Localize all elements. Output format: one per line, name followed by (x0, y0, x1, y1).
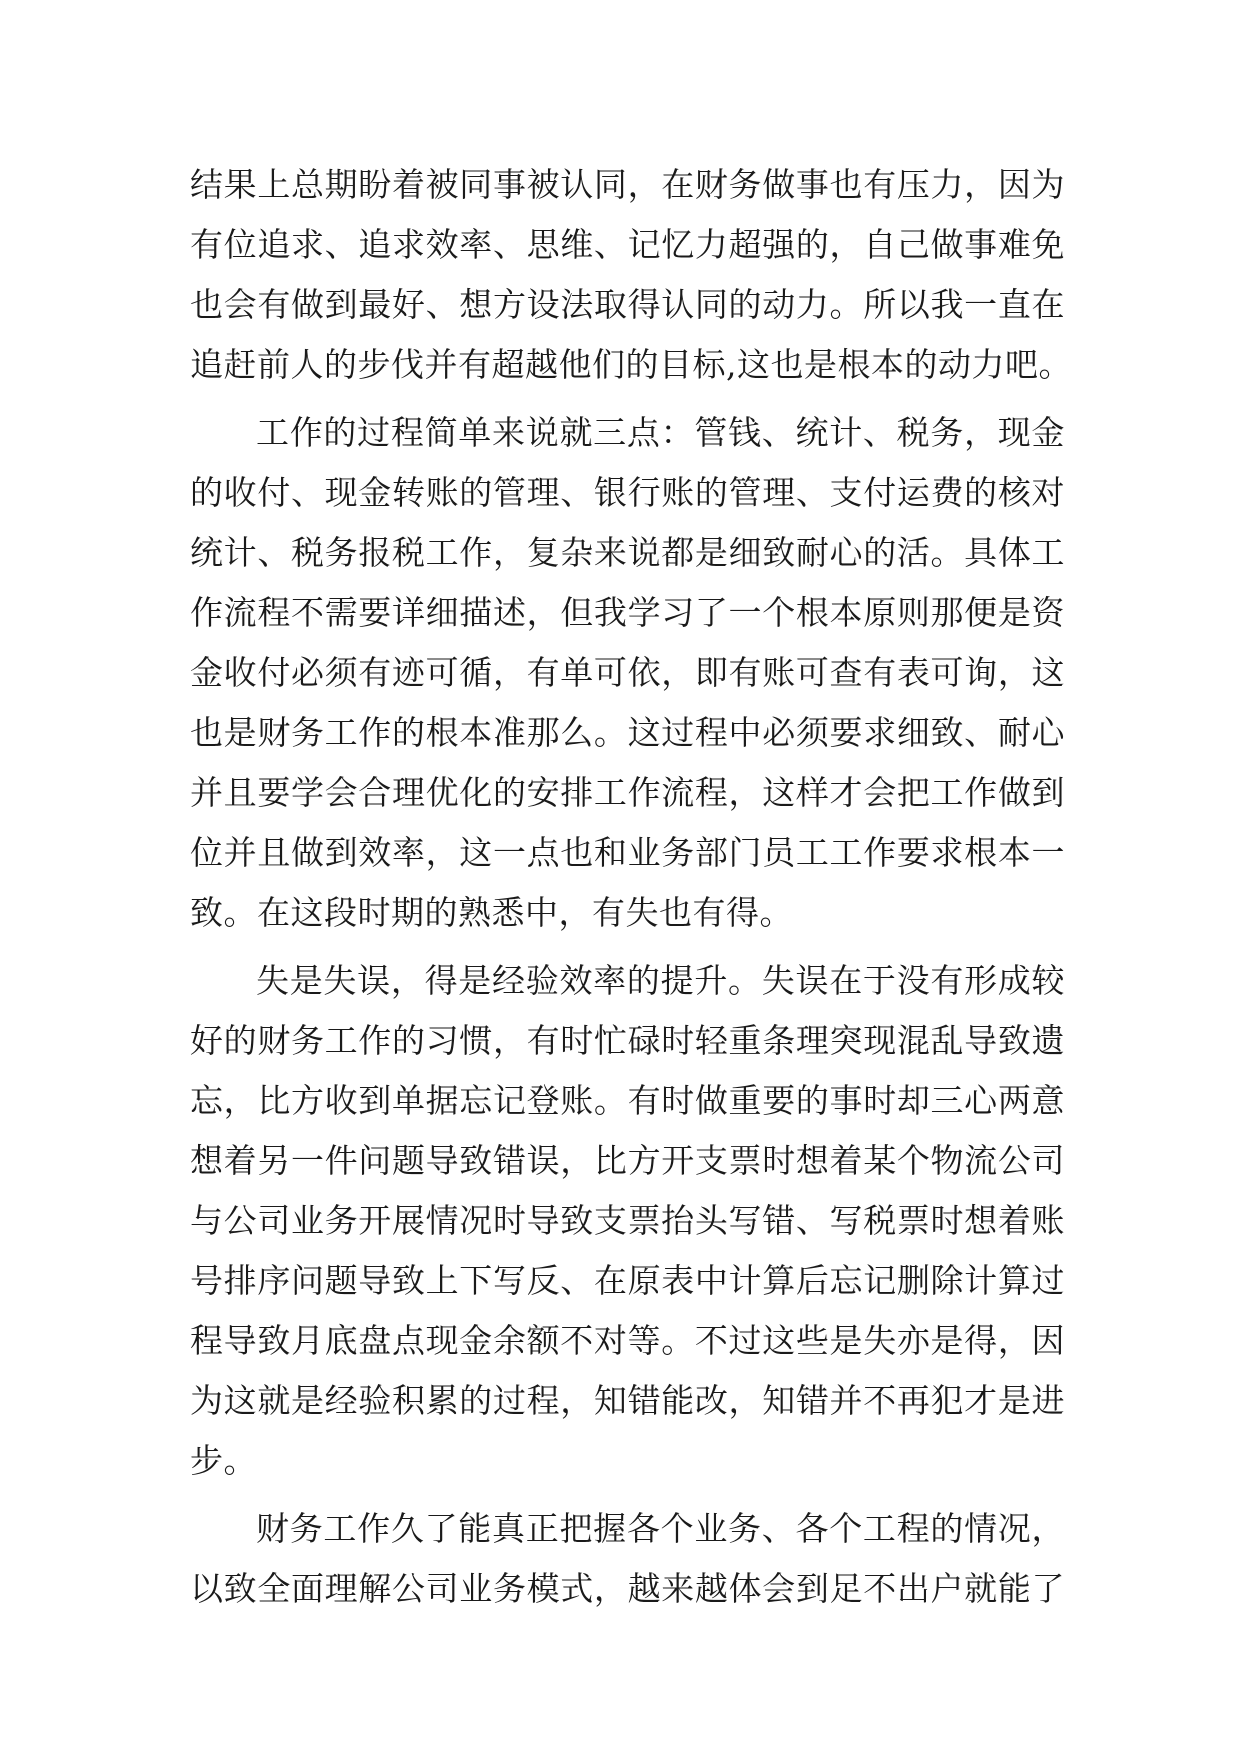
text-line: 失是失误，得是经验效率的提升。失误在于没有形成较 (256, 961, 1065, 1000)
text-line: 作流程不需要详细描述，但我学习了一个根本原则那便是资 (190, 593, 1065, 632)
text-line: 以致全面理解公司业务模式，越来越体会到足不出户就能了 (190, 1569, 1065, 1608)
text-line: 步。 (190, 1441, 257, 1480)
text-line: 统计、税务报税工作，复杂来说都是细致耐心的活。具体工 (190, 533, 1065, 572)
paragraph-gap (190, 1491, 1065, 1499)
paragraph-gap (190, 395, 1065, 403)
text-line: 追赶前人的步伐并有超越他们的目标,这也是根本的动力吧。 (190, 345, 1072, 384)
text-line: 结果上总期盼着被同事被认同，在财务做事也有压力，因为 (190, 165, 1065, 204)
text-line: 程导致月底盘点现金余额不对等。不过这些是失亦是得，因 (190, 1321, 1065, 1360)
text-line: 金收付必须有迹可循，有单可依，即有账可查有表可询，这 (190, 653, 1065, 692)
text-line: 并且要学会合理优化的安排工作流程，这样才会把工作做到 (190, 773, 1065, 812)
text-line: 有位追求、追求效率、思维、记忆力超强的，自己做事难免 (190, 225, 1065, 264)
text-line: 也会有做到最好、想方设法取得认同的动力。所以我一直在 (190, 285, 1065, 324)
text-line: 工作的过程简单来说就三点：管钱、统计、税务，现金 (256, 413, 1065, 452)
text-line: 号排序问题导致上下写反、在原表中计算后忘记删除计算过 (190, 1261, 1065, 1300)
paragraph-gap (190, 943, 1065, 951)
text-line: 忘，比方收到单据忘记登账。有时做重要的事时却三心两意 (190, 1081, 1065, 1120)
text-line: 致。在这段时期的熟悉中，有失也有得。 (190, 893, 793, 932)
text-line: 好的财务工作的习惯，有时忙碌时轻重条理突现混乱导致遗 (190, 1021, 1065, 1060)
text-line: 位并且做到效率，这一点也和业务部门员工工作要求根本一 (190, 833, 1065, 872)
text-line: 也是财务工作的根本准那么。这过程中必须要求细致、耐心 (190, 713, 1065, 752)
text-line: 想着另一件问题导致错误，比方开支票时想着某个物流公司 (190, 1141, 1065, 1180)
body-text (190, 155, 1072, 1619)
text-line: 与公司业务开展情况时导致支票抬头写错、写税票时想着账 (190, 1201, 1065, 1240)
text-line: 为这就是经验积累的过程，知错能改，知错并不再犯才是进 (190, 1381, 1065, 1420)
text-line: 的收付、现金转账的管理、银行账的管理、支付运费的核对 (190, 473, 1065, 512)
text-line: 财务工作久了能真正把握各个业务、各个工程的情况， (256, 1509, 1065, 1548)
